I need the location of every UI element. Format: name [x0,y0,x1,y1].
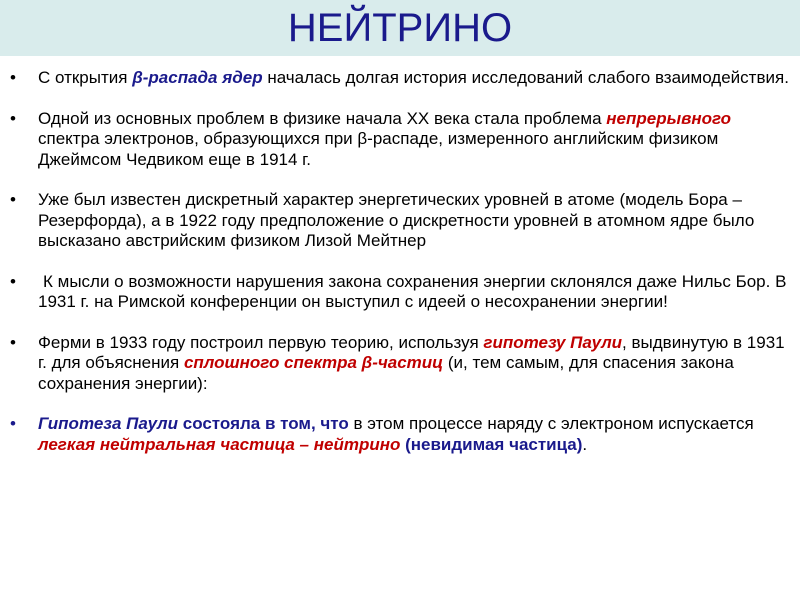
emphasis-navy: состояла в том, что [178,414,349,433]
bullet-item: • К мысли о возможности нарушения закона сохранения энергии склонялся даже Нильс Бор. В 1931 г. на Римской конференции он выступил с идеей о несохранении энергии! [10,271,787,311]
bullet-item: • Одной из основных проблем в физике начала ХХ века стала проблема непрерывного спектра электронов, образующихся при β-распаде, измеренного английским физиком Джеймсом Чедвиком еще в 1914 г. [10,108,732,169]
emphasis-red: непрерывного [606,108,732,128]
bullet-item: • Гипотеза Паули состояла в том, что в этом процессе наряду с электроном испускается легкая нейтральная частица – нейтрино (невидимая частица). [10,414,754,454]
bullet-dot-icon: • [10,414,16,433]
bullet-dot-icon: • [10,108,16,128]
page-title: НЕЙТРИНО [287,6,513,50]
bullet-list [0,68,800,455]
emphasis-navy: Гипотеза Паули [38,414,179,433]
bullet-dot-icon: • [10,271,16,291]
emphasis-navy: (невидимая частица) [400,434,583,454]
emphasis-red: гипотезу Паули [483,332,623,352]
emphasis-red: легкая нейтральная частица – нейтрино [38,434,401,454]
bullet-item: • Ферми в 1933 году построил первую теорию, используя гипотезу Паули, выдвинутую в 1931 г. для объяснения сплошного спектра β-частиц (и, тем самым, для спасения закона сохранения энергии): [10,332,785,393]
bullet-dot-icon: • [10,190,16,209]
emphasis-red: сплошного спектра β-частиц [183,353,444,372]
bullet-dot-icon: • [10,68,16,87]
bullet-item: • С открытия β-распада ядер началась долгая история исследований слабого взаимодействия. [10,68,789,87]
bullet-dot-icon: • [10,332,16,352]
emphasis-navy: β-распада ядер [132,68,263,87]
bullet-item: • Уже был известен дискретный характер энергетических уровней в атоме (модель Бора – Резерфорда), а в 1922 году предположение о дискретности уровней в атомном ядре было высказано австрийским физиком Лизой Мейтнер [10,190,755,250]
